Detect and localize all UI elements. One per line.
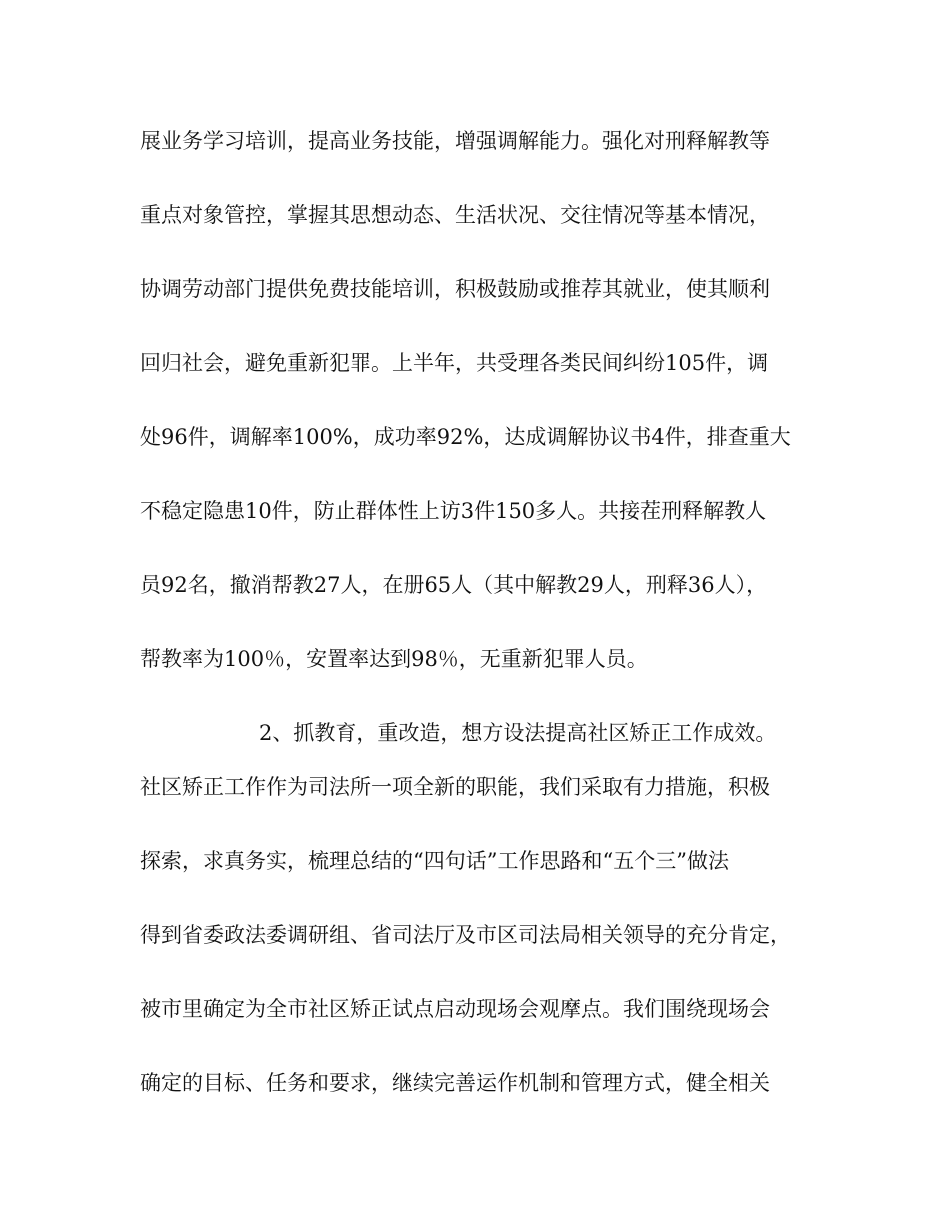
text-line: 重点对象管控，掌握其思想动态、生活状况、交往情况等基本情况， [140,203,770,227]
text-line: 确定的目标、任务和要求，继续完善运作机制和管理方式，健全相关 [140,1071,770,1095]
text-line: 回归社会，避免重新犯罪。上半年，共受理各类民间纠纷105件，调 [140,351,769,375]
text-line: 帮教率为100％，安置率达到98％，无重新犯罪人员。 [140,647,648,671]
text-line: 探索，求真务实，梳理总结的“四句话”工作思路和“五个三”做法 [140,849,729,873]
text-line: 社区矫正工作作为司法所一项全新的职能，我们采取有力措施，积极 [140,775,770,799]
text-line: 处96件，调解率100%，成功率92%，达成调解协议书4件，排查重大 [140,425,791,449]
text-line: 得到省委政法委调研组、省司法厅及市区司法局相关领导的充分肯定， [140,923,791,947]
text-line: 被市里确定为全市社区矫正试点启动现场会观摩点。我们围绕现场会 [140,997,770,1021]
section-heading: 2、抓教育，重改造，想方设法提高社区矫正工作成效。 [259,721,777,745]
text-line: 员92名，撤消帮教27人，在册65人（其中解教29人，刑释36人）， [140,573,768,597]
text-line: 不稳定隐患10件，防止群体性上访3件150多人。共接茬刑释解教人 [140,499,767,523]
text-line: 协调劳动部门提供免费技能培训，积极鼓励或推荐其就业，使其顺利 [140,277,770,301]
text-line: 展业务学习培训，提高业务技能，增强调解能力。强化对刑释解教等 [140,129,770,153]
